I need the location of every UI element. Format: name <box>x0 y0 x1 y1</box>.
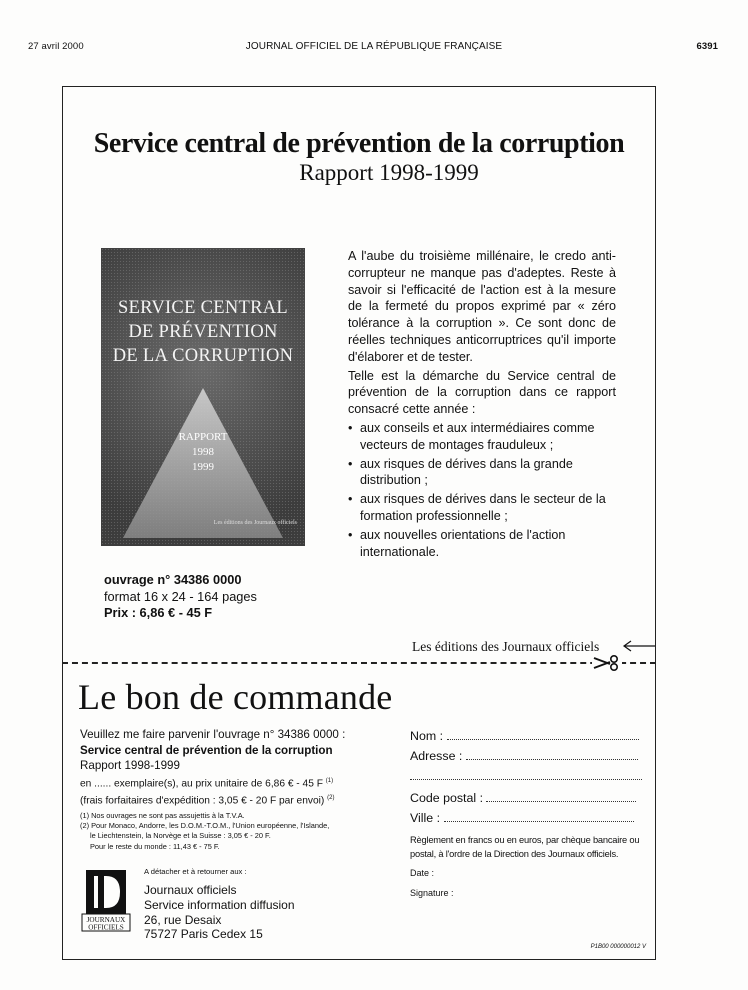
ville-input-line[interactable] <box>444 812 634 822</box>
book-reference: ouvrage n° 34386 0000 <box>104 572 242 587</box>
order-line-title: Service central de prévention de la corruption <box>80 743 333 757</box>
adresse-field[interactable] <box>410 749 638 763</box>
adresse-label: Adresse : <box>410 749 463 763</box>
order-form-title: Le bon de commande <box>78 677 393 717</box>
cover-rapport <box>101 430 305 475</box>
cover-title <box>101 296 305 368</box>
adresse-input-line[interactable] <box>466 750 638 760</box>
cover-title-line: DE PRÉVENTION <box>128 322 278 342</box>
book-cover-image <box>101 248 305 546</box>
publisher-line: Les éditions des Journaux officiels <box>412 639 600 654</box>
list-item: • aux nouvelles orientations de l'action internationale. <box>348 527 616 561</box>
cover-title-line: DE LA CORRUPTION <box>112 346 294 366</box>
payment-instructions: Règlement en francs ou en euros, par chèque bancaire ou postal, à l'ordre de la Direction des Journaux officiels. <box>410 835 640 859</box>
adresse-input-line-2[interactable] <box>410 770 642 780</box>
book-price: Prix : 6,86 € - 45 F <box>104 605 213 620</box>
detach-instruction: A détacher et à retourner aux : <box>144 867 247 876</box>
logo-text: OFFICIELS <box>88 923 124 932</box>
footnote: Pour le reste du monde : 11,43 € - 75 F. <box>90 841 220 851</box>
signature-label[interactable]: Signature : <box>410 888 454 898</box>
book-details <box>104 572 257 622</box>
header-page-number: 6391 <box>696 41 718 52</box>
order-line: Rapport 1998-1999 <box>80 759 180 772</box>
code-postal-field[interactable] <box>410 791 636 805</box>
cover-rapport-line: RAPPORT <box>178 431 228 443</box>
announcement-subtitle: Rapport 1998-1999 <box>299 160 479 185</box>
nom-input-line[interactable] <box>447 730 639 740</box>
order-quantity-text: en ...... exemplaire(s), au prix unitaire de 6,86 € - 45 F <box>80 777 323 789</box>
nom-label: Nom : <box>410 729 444 743</box>
announcement-title: Service central de prévention de la corruption <box>93 128 625 159</box>
cover-pyramid-graphic <box>101 248 305 546</box>
footnote: (2) Pour Monaco, Andorre, les D.O.M.-T.O.M., l'Union européenne, l'Islande, <box>80 821 330 831</box>
footnote-ref: (2) <box>327 795 335 802</box>
code-postal-label: Code postal : <box>410 791 484 805</box>
address-line: Journaux officiels <box>144 883 237 897</box>
address-line: 26, rue Desaix <box>144 912 222 927</box>
list-item: • aux risques de dérives dans le secteur de la formation professionnelle ; <box>348 491 616 525</box>
footnotes <box>80 811 380 852</box>
logo-text: JOURNAUX <box>86 916 126 924</box>
list-item: • aux conseils et aux intermédiaires comme vecteurs de montages frauduleux ; <box>348 420 616 454</box>
header-date: 27 avril 2000 <box>28 41 84 52</box>
order-shipping-line <box>80 791 390 809</box>
address-line: 75727 Paris Cedex 15 <box>144 927 263 942</box>
book-format: format 16 x 24 - 164 pages <box>104 588 257 604</box>
ville-field[interactable] <box>410 811 634 825</box>
date-label[interactable]: Date : <box>410 868 435 878</box>
document-code: P1B00 000000012 V <box>590 944 646 950</box>
footnote: le Liechtenstein, la Norvège et la Suisse : 3,05 € - 20 F. <box>90 831 271 841</box>
footnote-ref: (1) <box>325 777 334 784</box>
cover-rapport-line: 1998 <box>192 446 214 458</box>
order-quantity-line <box>80 774 390 792</box>
cover-publisher: Les éditions des Journaux officiels <box>213 520 297 526</box>
description-paragraph: Telle est la démarche du Service central de prévention de la corruption dans ce rapport consacré cette année : <box>348 368 616 417</box>
topics-list <box>348 420 616 560</box>
list-item: • aux risques de dérives dans la grande distribution ; <box>348 456 616 490</box>
ville-label: Ville : <box>410 811 441 825</box>
cut-line <box>62 662 656 664</box>
order-line: Veuillez me faire parvenir l'ouvrage n° 34386 0000 : <box>80 728 346 741</box>
journaux-officiels-logo <box>80 868 132 932</box>
description-text <box>348 248 616 562</box>
order-lines <box>80 727 390 809</box>
header-journal-title: JOURNAL OFFICIEL DE LA RÉPUBLIQUE FRANÇAISE <box>245 41 503 52</box>
adresse-field-extra[interactable] <box>410 769 642 783</box>
description-paragraph: A l'aube du troisième millénaire, le credo anti-corrupteur ne manque pas d'adeptes. Reste à savoir si l'efficacité de l'action est à la mesure de la fermeté du propos exprimé par « zéro tolérance à la corruption ». Ce sont donc de réelles techniques anticorruptrices qu'il importe d'élaborer et de tester. <box>348 249 616 364</box>
scissors-icon <box>592 653 622 671</box>
return-address <box>144 883 295 942</box>
footnote: (1) Nos ouvrages ne sont pas assujettis à la T.V.A. <box>80 811 245 820</box>
nom-field[interactable] <box>410 729 639 743</box>
order-shipping-text: (frais forfaitaires d'expédition : 3,05 € - 20 F par envoi) <box>80 795 325 807</box>
cover-rapport-line: 1999 <box>192 461 214 473</box>
address-line: Service information diffusion <box>144 897 295 912</box>
arrow-left-icon <box>621 640 657 652</box>
cover-title-line: SERVICE CENTRAL <box>117 298 289 318</box>
code-postal-input-line[interactable] <box>486 792 636 802</box>
